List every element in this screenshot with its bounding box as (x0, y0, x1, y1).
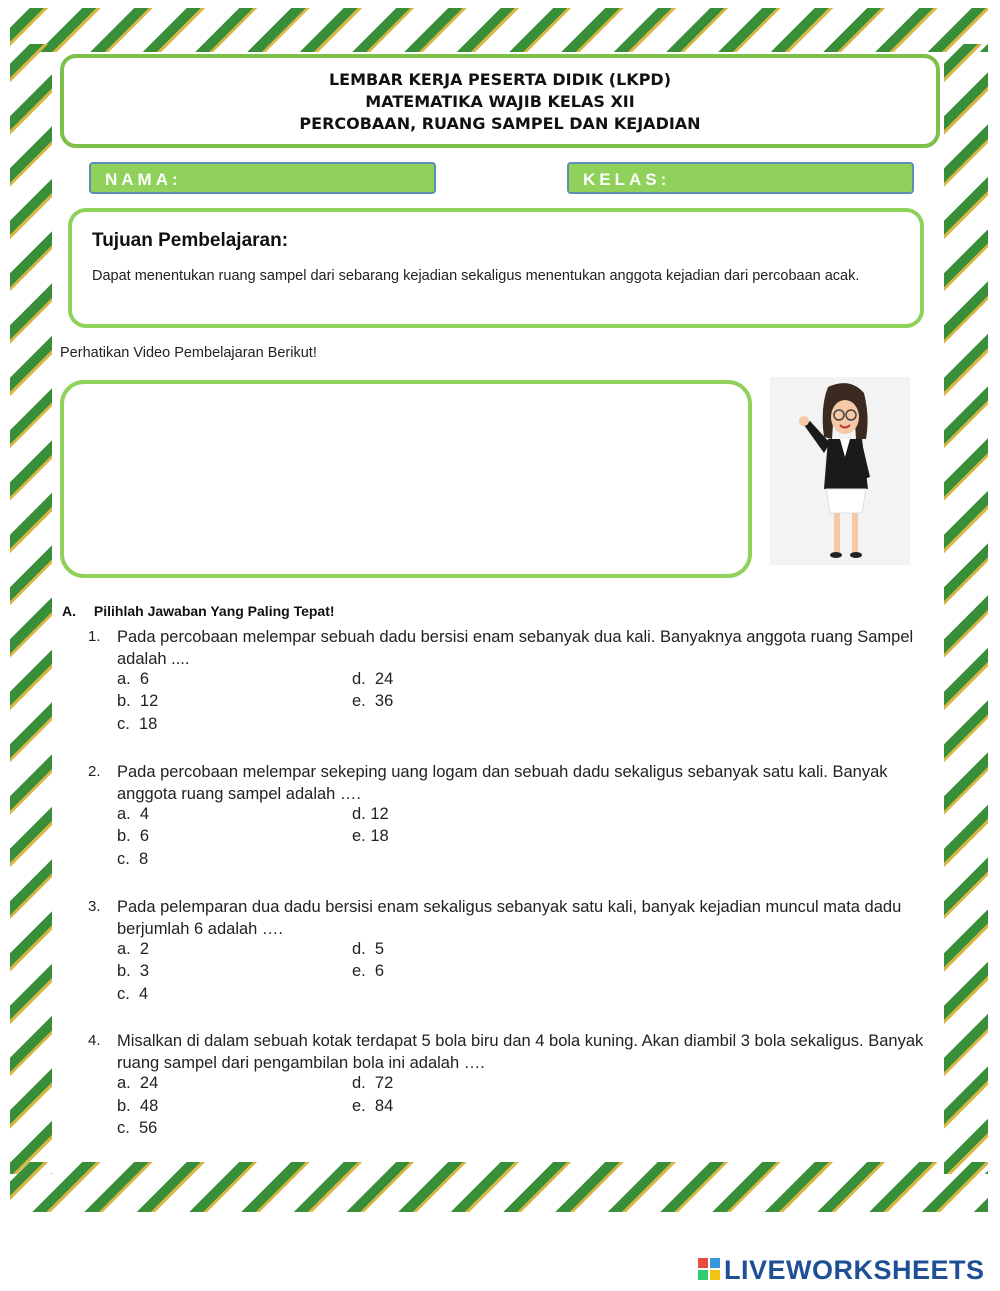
decorative-border-bottom (10, 1162, 988, 1212)
answer-option[interactable]: b. 12 (117, 692, 159, 710)
decorative-border-right (944, 44, 988, 1174)
answer-option[interactable]: d. 24 (352, 670, 394, 688)
answer-option[interactable]: b. 48 (117, 1097, 159, 1115)
question-text: Pada percobaan melempar sekeping uang logam dan sebuah dadu sekaligus sebanyak satu kali. Banyak anggota ruang sampel adalah …. (117, 763, 888, 803)
question-number: 1. (88, 628, 101, 645)
liveworksheets-logo[interactable]: LIVEWORKSHEETS (724, 1255, 985, 1285)
question-text: Misalkan di dalam sebuah kotak terdapat 5 bola biru dan 4 bola kuning. Akan diambil 3 bola sekaligus. Banyak ruang sampel dari pengambilan bola ini adalah …. (117, 1032, 924, 1072)
nama-label: NAMA: (105, 170, 182, 189)
answer-option[interactable]: b. 6 (117, 827, 150, 845)
header-title-line-2: MATEMATIKA WAJIB KELAS XII (365, 92, 635, 111)
learning-goal-text: Dapat menentukan ruang sampel dari sebarang kejadian sekaligus menentukan anggota kejadian dari percobaan acak. (92, 268, 860, 284)
video-player-area[interactable] (60, 380, 752, 578)
answer-option[interactable]: d. 5 (352, 940, 385, 958)
answer-option[interactable]: e. 84 (352, 1097, 394, 1115)
learning-goal-box (68, 208, 924, 328)
answer-option[interactable]: e. 18 (352, 827, 389, 845)
teacher-illustration (770, 377, 910, 565)
kelas-field[interactable] (567, 162, 914, 194)
section-heading (62, 603, 335, 619)
answer-option[interactable]: d. 72 (352, 1074, 394, 1092)
header-title-line-3: PERCOBAAN, RUANG SAMPEL DAN KEJADIAN (299, 114, 701, 133)
answer-option[interactable]: a. 24 (117, 1074, 159, 1092)
answer-option[interactable]: c. 56 (117, 1119, 158, 1137)
question-text: Pada pelemparan dua dadu bersisi enam sekaligus sebanyak satu kali, banyak kejadian muncul mata dadu berjumlah 6 adalah …. (117, 898, 902, 938)
answer-option[interactable]: c. 18 (117, 715, 158, 733)
answer-option[interactable]: e. 36 (352, 692, 394, 710)
answer-option[interactable]: a. 6 (117, 670, 150, 688)
question-number: 3. (88, 898, 101, 915)
answer-option[interactable]: c. 8 (117, 850, 149, 868)
answer-option[interactable]: c. 4 (117, 985, 149, 1003)
decorative-border-top (10, 8, 988, 52)
video-intro-text: Perhatikan Video Pembelajaran Berikut! (60, 345, 317, 361)
decorative-border-left (10, 44, 52, 1174)
question-number: 4. (88, 1032, 101, 1049)
answer-option[interactable]: d. 12 (352, 805, 389, 823)
question-text: Pada percobaan melempar sebuah dadu bersisi enam sebanyak dua kali. Banyaknya anggota ruang Sampel adalah .... (117, 628, 914, 668)
answer-option[interactable]: a. 2 (117, 940, 150, 958)
question-number: 2. (88, 763, 101, 780)
learning-goal-title: Tujuan Pembelajaran: (92, 230, 289, 251)
nama-field[interactable] (89, 162, 436, 194)
header-title-line-1: LEMBAR KERJA PESERTA DIDIK (LKPD) (328, 70, 672, 89)
answer-option[interactable]: a. 4 (117, 805, 150, 823)
liveworksheets-logo-icon (698, 1258, 720, 1280)
section-letter: A. (62, 603, 76, 619)
answer-option[interactable]: b. 3 (117, 962, 150, 980)
kelas-label: KELAS: (583, 170, 671, 189)
teacher-figure-icon (770, 377, 910, 565)
answer-option[interactable]: e. 6 (352, 962, 385, 980)
section-title: Pilihlah Jawaban Yang Paling Tepat! (93, 603, 335, 619)
worksheet-header (60, 54, 940, 148)
